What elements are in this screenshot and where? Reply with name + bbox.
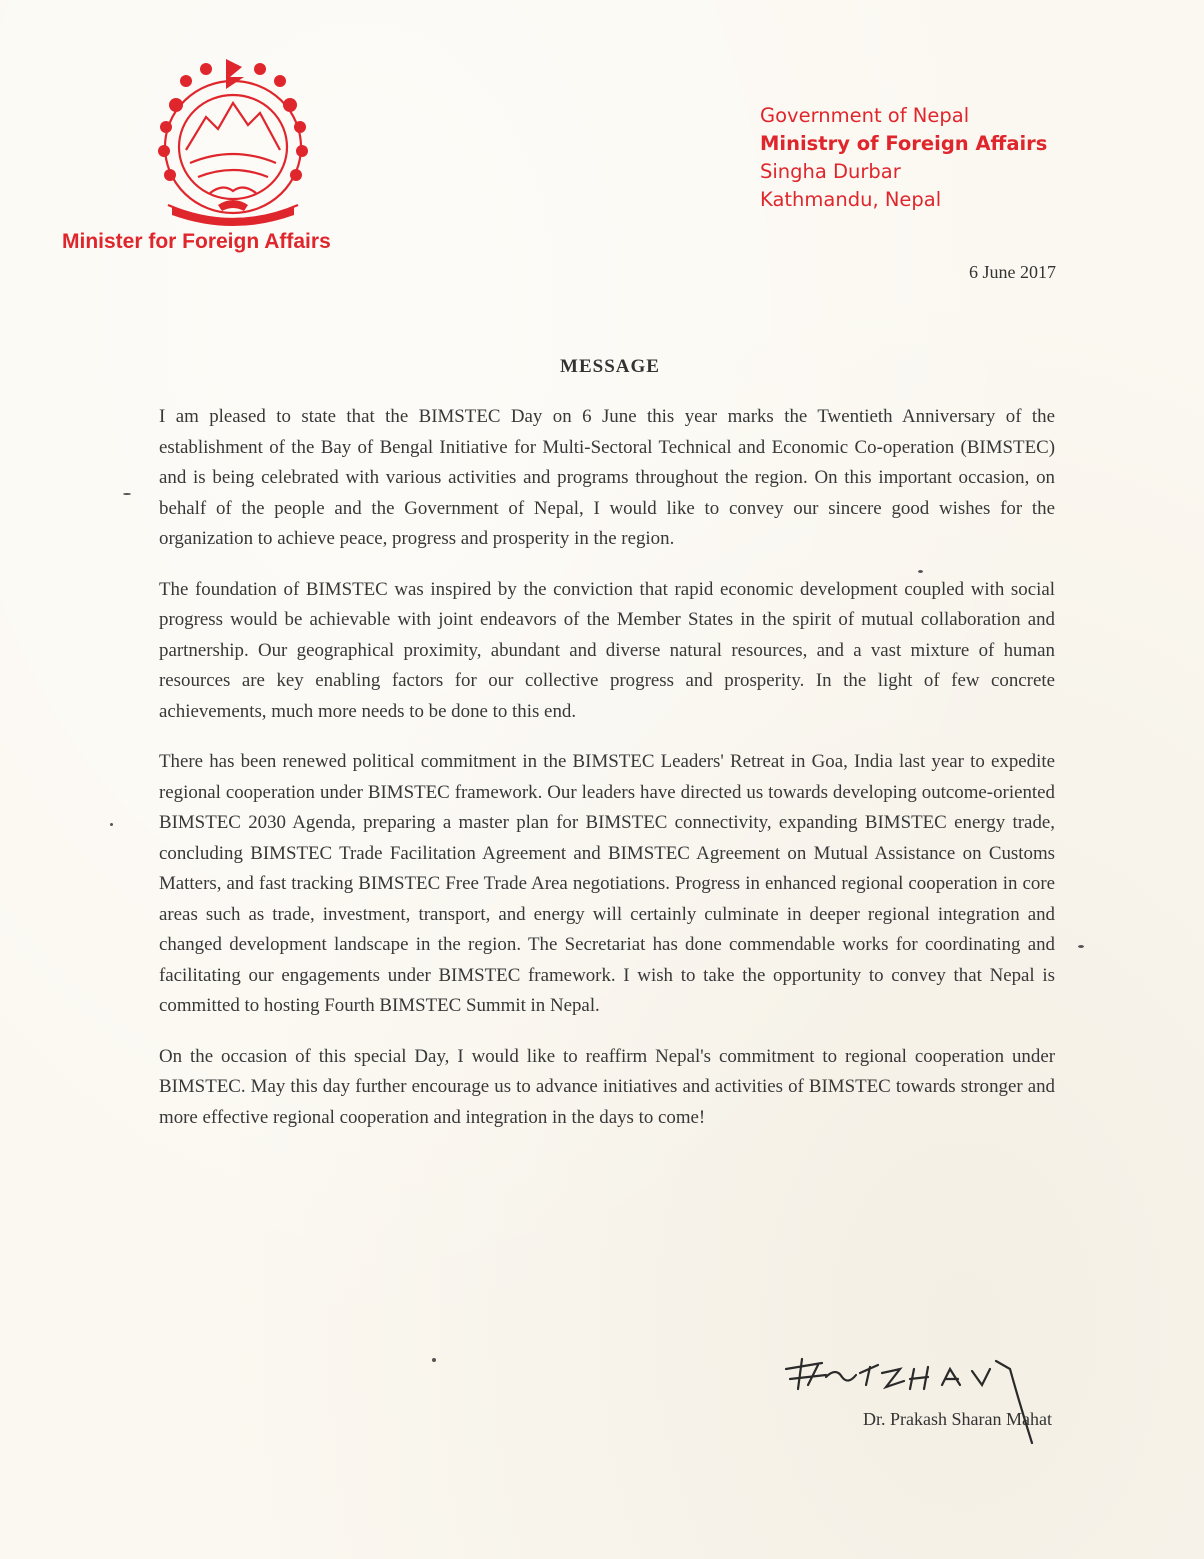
signatory-name: Dr. Prakash Sharan Mahat [863,1409,1052,1429]
paper-speck [1078,945,1084,948]
letterhead-address [760,102,1047,214]
address-line-government: Government of Nepal [760,104,970,127]
nepal-coat-of-arms-emblem [148,55,318,230]
address-line-building: Singha Durbar [760,160,901,183]
paragraph-3: There has been renewed political commitment in the BIMSTEC Leaders' Retreat in Goa, India last year to expedite regional cooperation under BIMSTEC framework. Our leaders have directed us towards developing outcome-oriented BIMSTEC 2030 Agenda, preparing a master plan for BIMSTEC connectivity, expanding BIMSTEC energy trade, concluding BIMSTEC Trade Facilitation Agreement and BIMSTEC Agreement on Mutual Assistance on Customs Matters, and fast tracking BIMSTEC Free Trade Area negotiations. Progress in enhanced regional cooperation in core areas such as trade, investment, transport, and energy will certainly culminate in deeper regional integration and changed development landscape in the region. The Secretariat has done commendable works for coordinating and facilitating our engagements under BIMSTEC framework. I wish to take the opportunity to convey that Nepal is committed to hosting Fourth BIMSTEC Summit in Nepal. [159,751,1055,1016]
paper-speck [110,823,113,826]
paragraph-2: The foundation of BIMSTEC was inspired by the conviction that rapid economic development coupled with social progress would be achievable with joint endeavors of the Member States in the spirit of mutual collaboration and partnership. Our geographical proximity, abundant and diverse natural resources, and a vast mixture of human resources are key enabling factors for our collective progress and prosperity. In the light of few concrete achievements, much more needs to be done to this end. [159,578,1055,722]
emblem-motto-band [172,207,294,226]
letter-date: 6 June 2017 [969,262,1056,282]
paper-speck [918,570,923,573]
paper-speck [432,1358,436,1362]
paragraph-1: I am pleased to state that the BIMSTEC Day on 6 June this year marks the Twentieth Anniversary of the establishment of the Bay of Bengal Initiative for Multi-Sectoral Technical and Economic Co-operation (BIMSTEC) and is being celebrated with various activities and programs throughout the region. On this important occasion, on behalf of the people and the Government of Nepal, I would like to convey our sincere good wishes for the organization to achieve peace, progress and prosperity in the region. [159,406,1055,549]
paper-speck [123,493,131,495]
message-body [159,402,1055,1153]
address-line-ministry: Ministry of Foreign Affairs [760,132,1048,155]
paragraph-4: On the occasion of this special Day, I would like to reaffirm Nepal's commitment to regional cooperation under BIMSTEC. May this day further encourage us to advance initiatives and activities of BIMSTEC towards stronger and more effective regional cooperation and integration in the days to come! [159,1045,1055,1128]
address-line-city: Kathmandu, Nepal [760,188,942,211]
minister-title: Minister for Foreign Affairs [62,230,331,253]
message-heading: MESSAGE [560,356,660,377]
handwritten-signature [782,1355,1098,1445]
